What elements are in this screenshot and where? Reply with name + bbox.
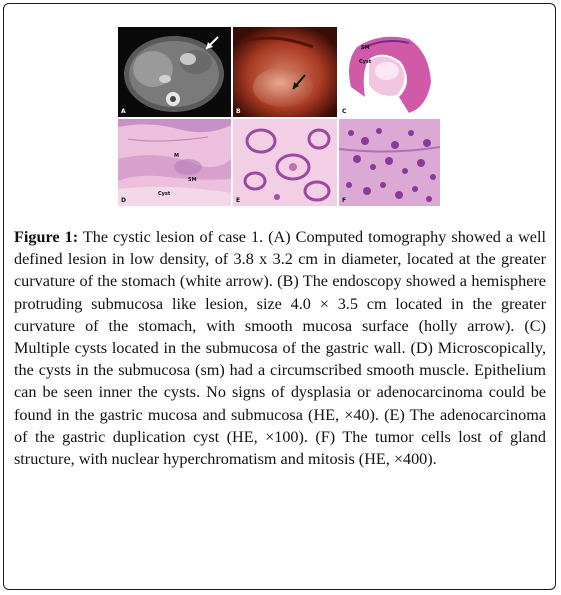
caption-title: Figure 1: <box>14 228 79 246</box>
micrograph-e-drawing <box>233 119 337 206</box>
ct-scan-drawing <box>118 27 231 117</box>
panel-c-cyst-tag: Cyst <box>359 59 372 65</box>
panel-c-label: C <box>342 108 347 115</box>
figure-caption <box>14 226 546 470</box>
panel-d-m-tag: M <box>174 153 179 159</box>
panel-f-micrograph <box>339 119 440 206</box>
panel-d-micrograph <box>118 119 231 206</box>
panel-f-label: F <box>342 197 347 204</box>
panel-c-histology-image <box>339 27 440 117</box>
micrograph-f-drawing <box>339 119 440 206</box>
panel-a-label: A <box>121 108 126 115</box>
panel-a-ct-image <box>118 27 231 117</box>
panel-b-label: B <box>236 108 241 115</box>
panel-e-label: E <box>236 197 241 204</box>
panel-d-sm-tag: SM <box>188 177 197 183</box>
panel-e-micrograph <box>233 119 337 206</box>
micrograph-d-drawing <box>118 119 231 206</box>
panel-b-endoscopy-image <box>233 27 337 117</box>
panel-c-sm-tag: SM <box>361 45 370 51</box>
caption-text: The cystic lesion of case 1. (A) Computed tomography showed a well defined lesion in low density, of 3.8 x 3.2 cm in diameter, located at the greater curvature of the stomach (white arrow). (B) The endoscopy showed a hemisphere protruding submucosa like lesion, size 4.0 × 3.5 cm located in the greater curvature of the stomach, with smooth mucosa surface (holly arrow). (C) Multiple cysts located in the submucosa of the gastric wall. (D) Microscopically, the cysts in the submucosa (sm) had a circumscribed smooth muscle. Epithelium can be seen inner the cysts. No signs of dysplasia or adenocarcinoma could be found in the gastric mucosa and submucosa (HE, ×40). (E) The adenocarcinoma of the gastric duplication cyst (HE, ×100). (F) The tumor cells lost of gland structure, with nuclear hyperchromatism and mitosis (HE, ×400). <box>14 228 546 469</box>
panel-d-cyst-tag: Cyst <box>158 191 171 197</box>
panel-d-label: D <box>121 197 126 204</box>
endoscopy-drawing <box>233 27 337 117</box>
gross-section-drawing <box>339 27 440 117</box>
